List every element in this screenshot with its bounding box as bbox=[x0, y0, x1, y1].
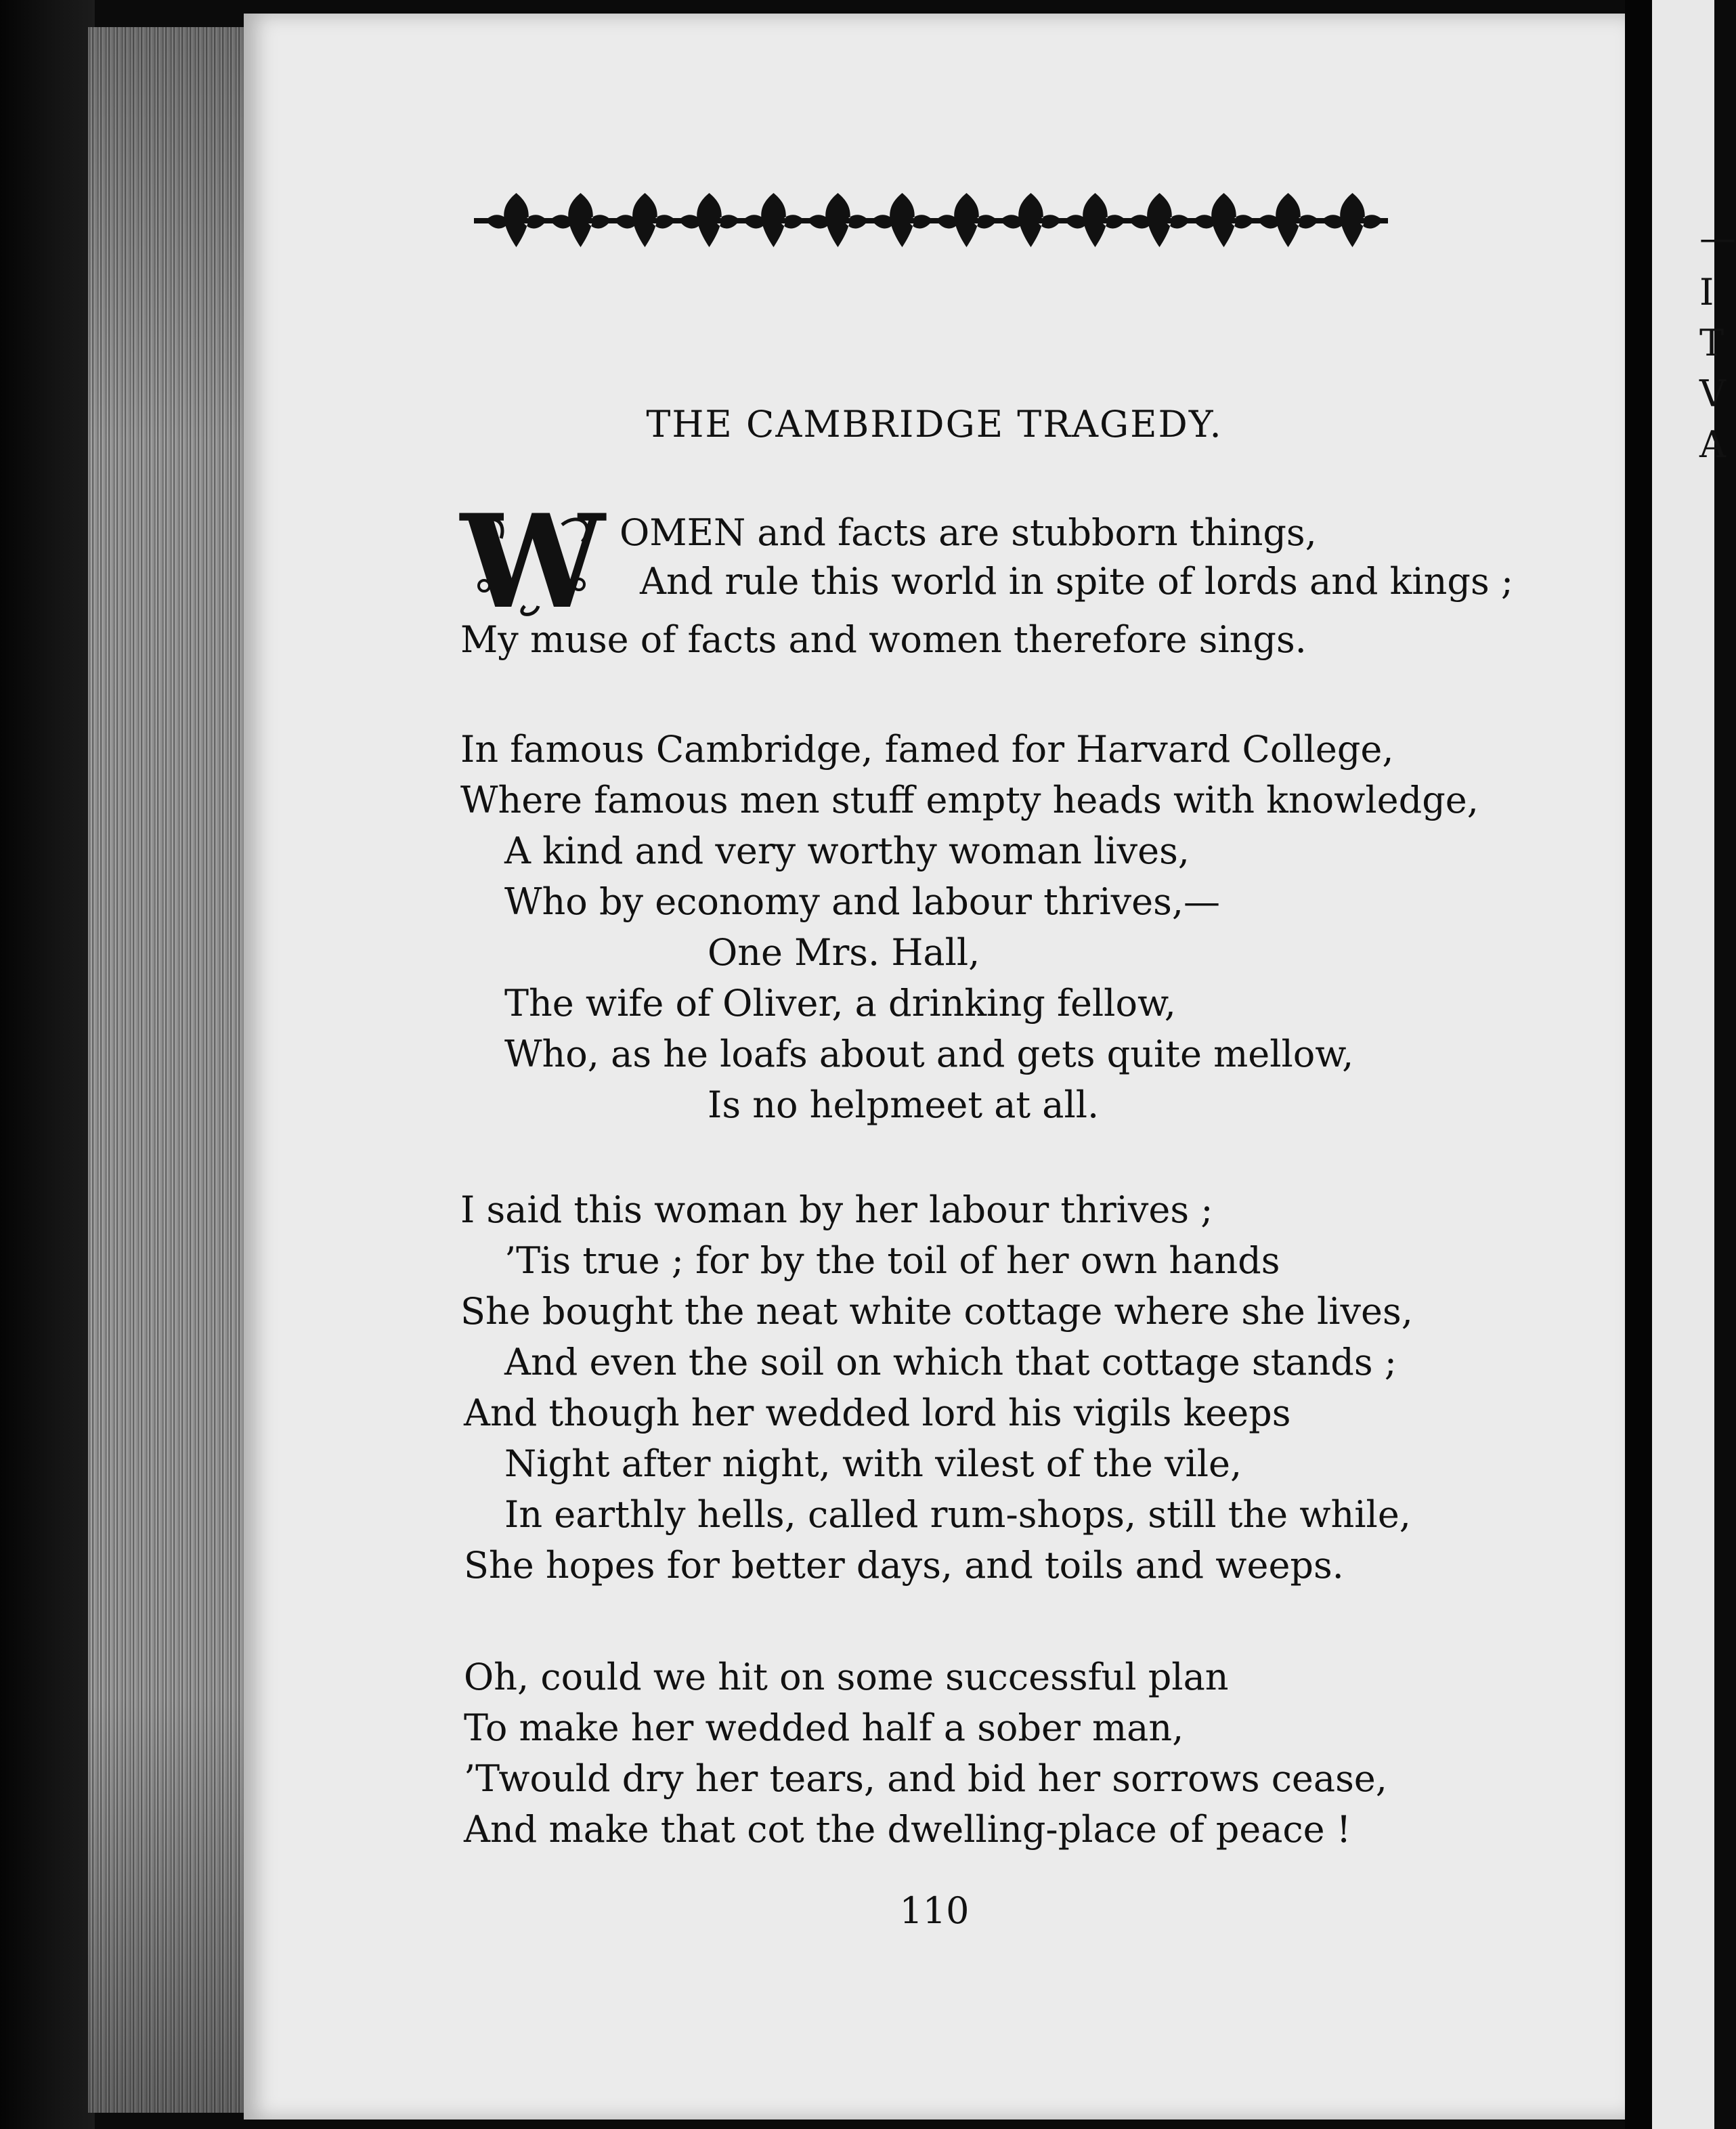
poem-line: Oh, could we hit on some successful plan bbox=[464, 1656, 1229, 1698]
poem-line: And though her wedded lord his vigils keeps bbox=[464, 1392, 1291, 1434]
poem-line: One Mrs. Hall, bbox=[708, 931, 980, 974]
poem-body bbox=[244, 14, 1625, 2120]
book-page bbox=[244, 14, 1625, 2120]
poem-line: Who by economy and labour thrives,— bbox=[504, 880, 1220, 923]
facing-page-fragment: T bbox=[1699, 322, 1724, 364]
facing-page-fragment: I bbox=[1699, 271, 1714, 314]
poem-line: Night after night, with vilest of the vile, bbox=[504, 1442, 1242, 1485]
poem-line: ’Tis true ; for by the toil of her own hands bbox=[504, 1239, 1280, 1282]
facing-page-fragment: — bbox=[1699, 217, 1736, 259]
poem-line: In famous Cambridge, famed for Harvard College, bbox=[460, 728, 1394, 771]
poem-line: ’Twould dry her tears, and bid her sorrows cease, bbox=[464, 1757, 1387, 1800]
book-gutter bbox=[1625, 0, 1652, 2129]
poem-line: My muse of facts and women therefore sings. bbox=[460, 618, 1307, 661]
poem-line: In earthly hells, called rum-shops, still the while, bbox=[504, 1493, 1411, 1536]
poem-line: And even the soil on which that cottage stands ; bbox=[504, 1341, 1397, 1383]
poem-line: Who, as he loafs about and gets quite mellow, bbox=[504, 1033, 1354, 1075]
poem-line: She hopes for better days, and toils and weeps. bbox=[464, 1544, 1344, 1587]
poem-line: Where famous men stuff empty heads with knowledge, bbox=[460, 779, 1479, 821]
poem-line: I said this woman by her labour thrives ; bbox=[460, 1188, 1213, 1231]
poem-title: THE CAMBRIDGE TRAGEDY. bbox=[646, 403, 1223, 446]
poem-line: The wife of Oliver, a drinking fellow, bbox=[504, 982, 1176, 1025]
facing-page bbox=[1652, 0, 1736, 2129]
poem-line: She bought the neat white cottage where she lives, bbox=[460, 1290, 1413, 1333]
facing-page-fragment: V bbox=[1699, 372, 1726, 415]
page-edges bbox=[88, 27, 248, 2113]
page-number: 110 bbox=[899, 1889, 970, 1932]
poem-line: OMEN and facts are stubborn things, bbox=[620, 511, 1317, 554]
drop-cap-letter: W bbox=[460, 486, 605, 637]
poem-line: To make her wedded half a sober man, bbox=[464, 1706, 1184, 1749]
poem-line: And rule this world in spite of lords and kings ; bbox=[640, 560, 1514, 603]
poem-line: A kind and very worthy woman lives, bbox=[504, 830, 1190, 872]
drop-cap bbox=[460, 486, 605, 637]
poem-line: Is no helpmeet at all. bbox=[708, 1083, 1100, 1126]
poem-line: And make that cot the dwelling-place of peace ! bbox=[464, 1808, 1351, 1851]
facing-page-fragment: A bbox=[1699, 423, 1726, 466]
book-binding-shadow bbox=[0, 0, 95, 2129]
